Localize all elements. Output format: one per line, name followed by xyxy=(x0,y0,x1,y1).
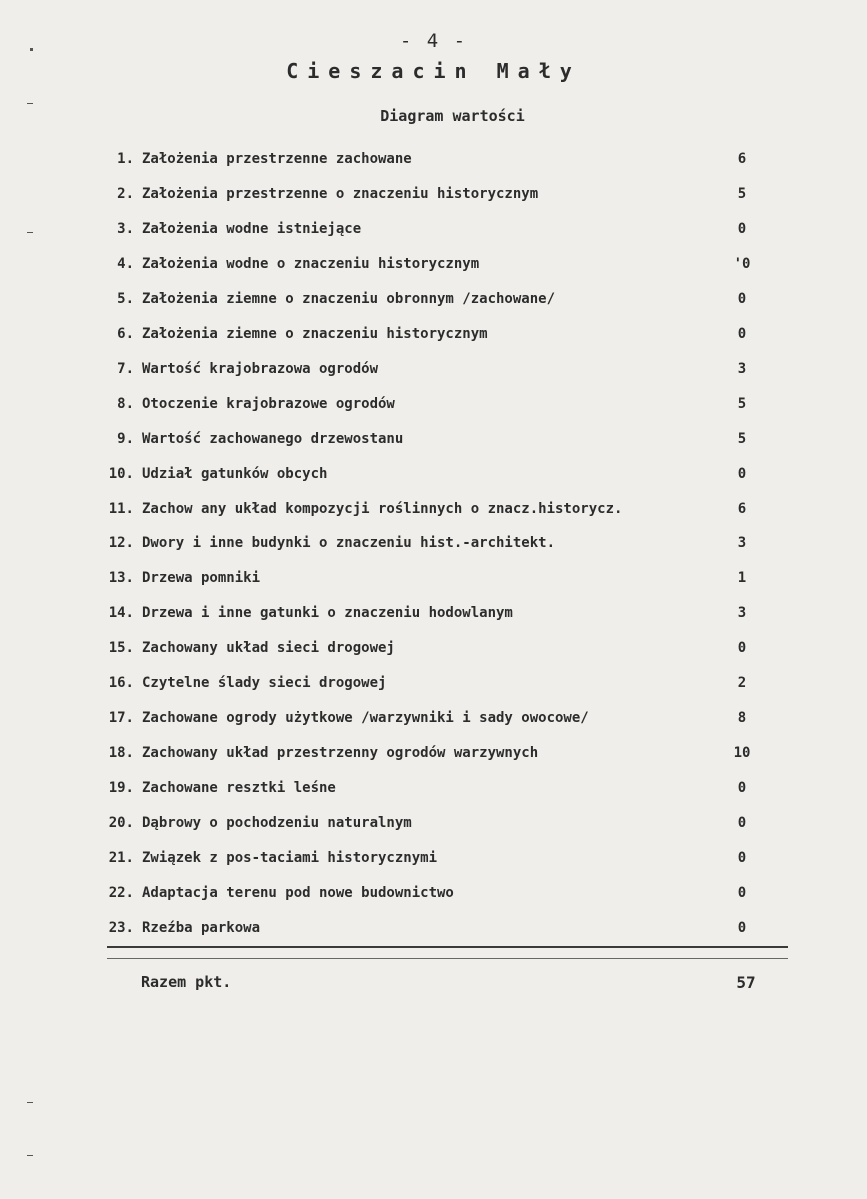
item-number: 12. xyxy=(108,535,134,552)
item-label: Udział gatunków obcych xyxy=(142,465,328,482)
total-value: 57 xyxy=(736,973,756,992)
list-item xyxy=(0,427,867,451)
list-item xyxy=(0,916,867,940)
item-label: Drzewa i inne gatunki o znaczeniu hodowlanym xyxy=(142,605,513,622)
total-rule-top xyxy=(107,946,788,948)
item-score: 5 xyxy=(737,430,747,447)
item-label: Założenia przestrzenne o znaczeniu historycznym xyxy=(142,185,539,202)
item-number: 22. xyxy=(108,884,134,901)
item-number: 16. xyxy=(108,675,134,692)
item-label: Zachow any układ kompozycji roślinnych o znacz.historycz. xyxy=(142,500,623,517)
item-label: Dwory i inne budynki o znaczeniu hist.-architekt. xyxy=(142,535,556,552)
margin-mark xyxy=(27,232,33,233)
item-score: 8 xyxy=(737,710,747,727)
list-item xyxy=(0,811,867,835)
item-score: '0 xyxy=(733,255,751,272)
item-number: 18. xyxy=(108,745,134,762)
item-label: Założenia ziemne o znaczeniu obronnym /zachowane/ xyxy=(142,290,556,307)
item-number: 15. xyxy=(108,640,134,657)
item-score: 10 xyxy=(733,745,751,762)
list-item xyxy=(0,497,867,521)
total-rule-bottom xyxy=(107,958,788,959)
item-number: 1. xyxy=(117,151,134,167)
list-item xyxy=(0,252,867,276)
item-score: 0 xyxy=(737,465,747,482)
total-label: Razem pkt. xyxy=(141,973,232,991)
item-label: Drzewa pomniki xyxy=(142,570,261,587)
list-item xyxy=(0,706,867,730)
margin-mark xyxy=(27,1102,33,1103)
item-label: Założenia wodne istniejące xyxy=(142,220,362,237)
item-label: Rzeźba parkowa xyxy=(142,919,261,936)
item-number: 8. xyxy=(117,395,134,412)
item-label: Wartość zachowanego drzewostanu xyxy=(142,430,404,447)
list-item xyxy=(0,147,867,171)
document-subtitle: Diagram wartości xyxy=(380,107,525,125)
item-score: 0 xyxy=(737,220,747,237)
list-item xyxy=(0,636,867,660)
item-label: Zachowany układ przestrzenny ogrodów warzywnych xyxy=(142,745,539,762)
item-score: 1 xyxy=(737,570,747,587)
item-score: 0 xyxy=(737,884,747,901)
list-item xyxy=(0,671,867,695)
item-label: Zachowane resztki leśne xyxy=(142,780,336,797)
list-item xyxy=(0,846,867,870)
list-item xyxy=(0,462,867,486)
item-score: 3 xyxy=(737,535,747,552)
item-number: 4. xyxy=(117,255,134,272)
item-score: 0 xyxy=(737,325,747,342)
list-item xyxy=(0,287,867,311)
item-label: Założenia ziemne o znaczeniu historycznym xyxy=(142,325,488,342)
item-number: 11. xyxy=(108,500,134,517)
item-number: 23. xyxy=(108,919,134,936)
margin-mark xyxy=(27,103,33,104)
list-item xyxy=(0,357,867,381)
item-number: 2. xyxy=(117,185,134,202)
item-score: 0 xyxy=(737,919,747,936)
item-number: 5. xyxy=(117,290,134,307)
item-label: Związek z pos-taciami historycznymi xyxy=(142,850,438,866)
list-item xyxy=(0,881,867,905)
item-label: Czytelne ślady sieci drogowej xyxy=(142,675,387,692)
item-score: 3 xyxy=(737,360,747,377)
item-score: 0 xyxy=(737,780,747,797)
item-score: 3 xyxy=(737,605,747,622)
item-score: 0 xyxy=(737,850,747,866)
item-score: 0 xyxy=(737,815,747,832)
item-number: 10. xyxy=(108,465,134,482)
list-item xyxy=(0,741,867,765)
list-item xyxy=(0,531,867,555)
list-item xyxy=(0,182,867,206)
item-score: 0 xyxy=(737,640,747,657)
margin-mark xyxy=(30,48,33,51)
item-number: 9. xyxy=(117,430,134,447)
item-number: 7. xyxy=(117,360,134,377)
item-score: 6 xyxy=(737,151,747,167)
item-label: Otoczenie krajobrazowe ogrodów xyxy=(142,395,395,412)
item-label: Wartość krajobrazowa ogrodów xyxy=(142,360,379,377)
item-number: 14. xyxy=(108,605,134,622)
item-label: Dąbrowy o pochodzeniu naturalnym xyxy=(142,815,412,832)
item-label: Zachowane ogrody użytkowe /warzywniki i sady owocowe/ xyxy=(142,710,589,727)
place-title: Cieszacin Mały xyxy=(286,59,581,83)
item-number: 21. xyxy=(108,850,134,866)
item-score: 2 xyxy=(737,675,747,692)
item-score: 5 xyxy=(737,185,747,202)
list-item xyxy=(0,217,867,241)
item-label: Założenia przestrzenne zachowane xyxy=(142,151,412,167)
item-label: Założenia wodne o znaczeniu historycznym xyxy=(142,255,480,272)
list-item xyxy=(0,566,867,590)
item-number: 13. xyxy=(108,570,134,587)
margin-mark xyxy=(27,1155,33,1156)
list-item xyxy=(0,776,867,800)
item-score: 0 xyxy=(737,290,747,307)
item-score: 6 xyxy=(737,500,747,517)
list-item xyxy=(0,392,867,416)
item-number: 17. xyxy=(108,710,134,727)
item-label: Adaptacja terenu pod nowe budownictwo xyxy=(142,884,454,901)
item-number: 6. xyxy=(117,325,134,342)
page-number: - 4 - xyxy=(399,30,468,52)
item-label: Zachowany układ sieci drogowej xyxy=(142,640,395,657)
item-number: 19. xyxy=(108,780,134,797)
item-number: 3. xyxy=(117,220,134,237)
list-item xyxy=(0,601,867,625)
list-item xyxy=(0,322,867,346)
item-number: 20. xyxy=(108,815,134,832)
item-score: 5 xyxy=(737,395,747,412)
